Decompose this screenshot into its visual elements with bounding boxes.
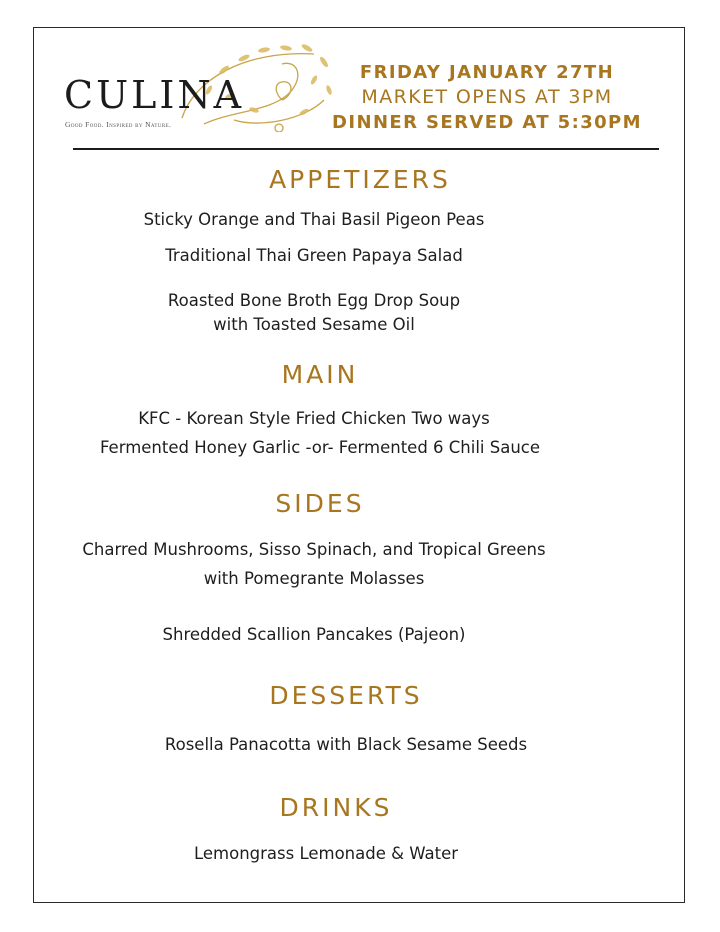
menu-item: Fermented Honey Garlic -or- Fermented 6 Chili Sauce [99,438,541,457]
section-heading-sides: SIDES [275,489,365,518]
menu-item: with Toasted Sesame Oil [213,315,415,334]
logo-wordmark: CULINA [64,73,245,117]
menu-item: Rosella Panacotta with Black Sesame Seeds [164,735,528,754]
section-heading-appetizers: APPETIZERS [269,165,451,194]
menu-item: KFC - Korean Style Fried Chicken Two ways [138,409,490,428]
section-heading-drinks: DRINKS [279,793,393,822]
menu-item: Shredded Scallion Pancakes (Pajeon) [162,625,466,644]
dinner-time: DINNER SERVED AT 5:30PM [332,112,642,133]
menu-item: Lemongrass Lemonade & Water [193,844,459,863]
menu-item: Roasted Bone Broth Egg Drop Soup [167,291,461,310]
menu-item: Charred Mushrooms, Sisso Spinach, and Tropical Greens [82,540,546,559]
section-heading-desserts: DESSERTS [269,681,423,710]
market-time: MARKET OPENS AT 3PM [361,86,613,108]
section-heading-main: MAIN [281,360,359,389]
menu-body [40,0,680,932]
menu-item: Traditional Thai Green Papaya Salad [165,246,463,265]
menu-item: Sticky Orange and Thai Basil Pigeon Peas [143,210,485,229]
menu-item: with Pomegrante Molasses [203,569,425,588]
event-date: FRIDAY JANUARY 27TH [359,62,615,83]
logo-tagline: Good Food. Inspired by Nature. [65,120,172,129]
